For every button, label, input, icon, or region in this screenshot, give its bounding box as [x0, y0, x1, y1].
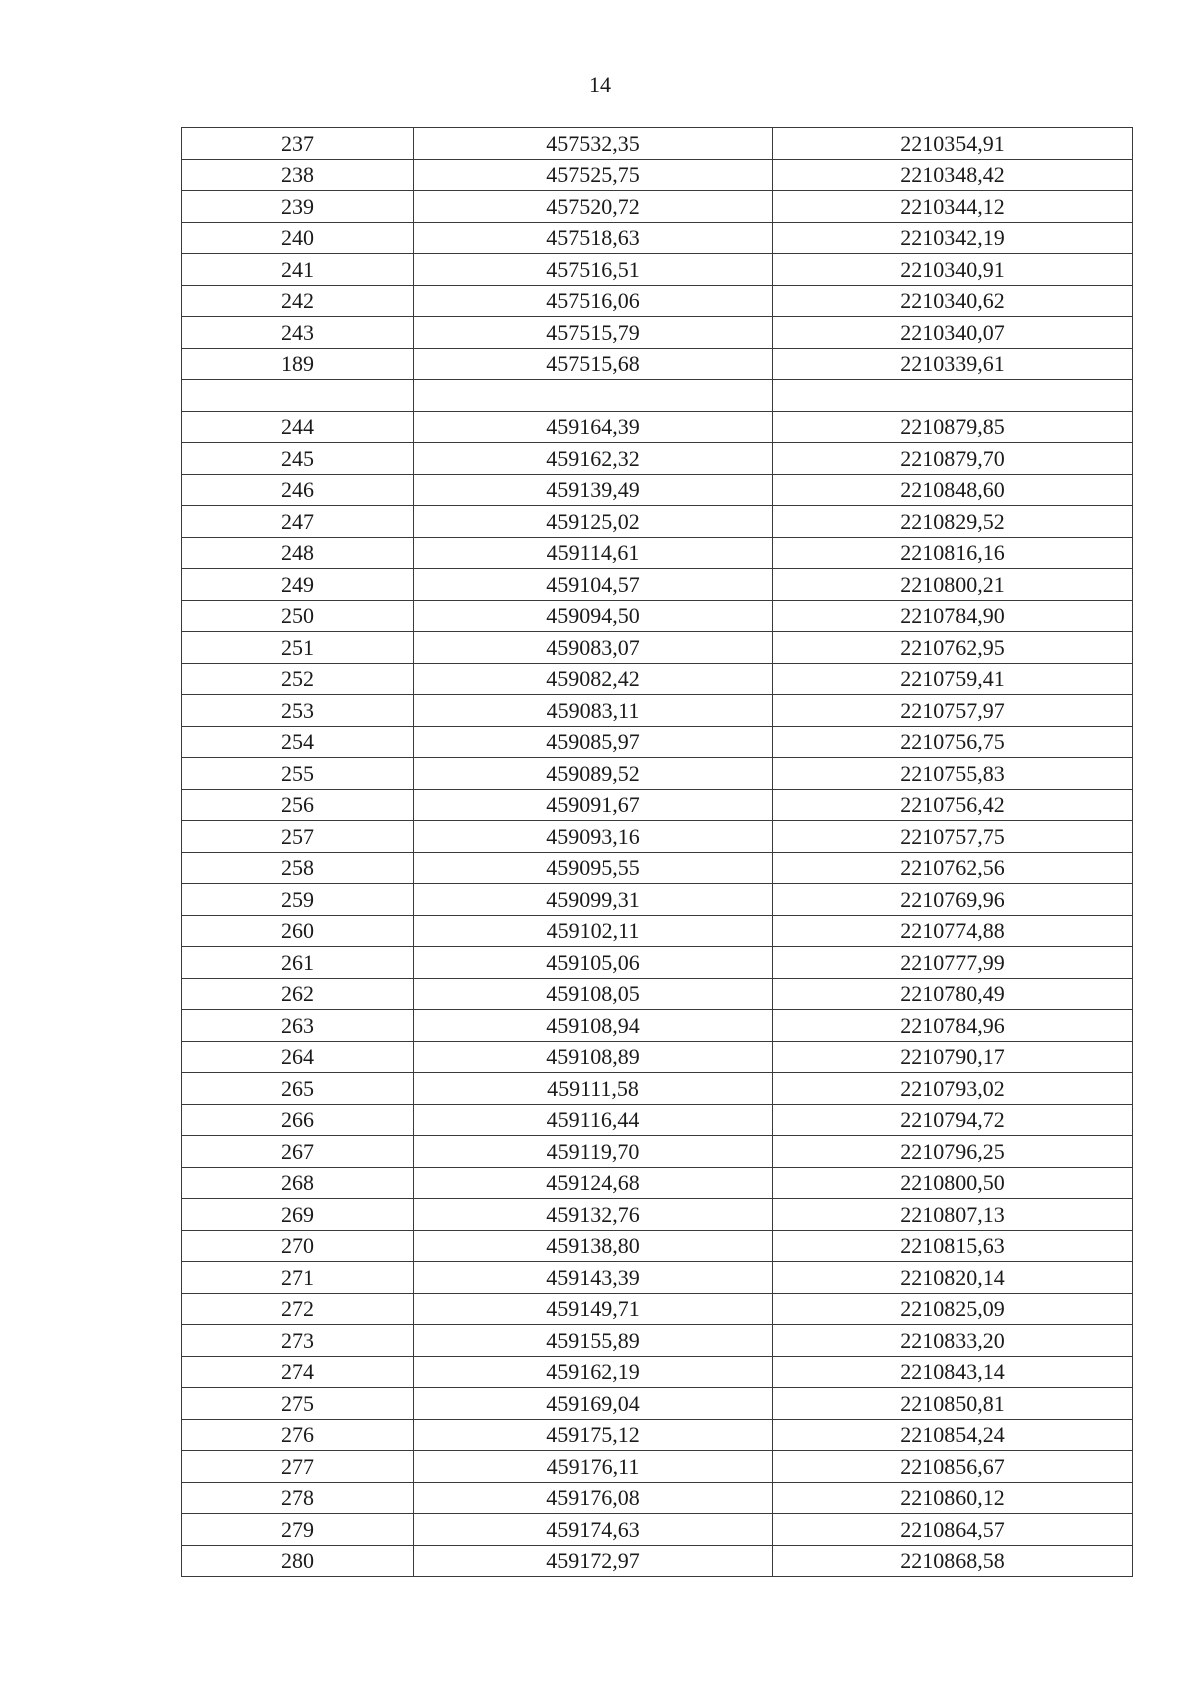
point-number-cell: 256	[182, 789, 414, 821]
point-number-cell: 276	[182, 1419, 414, 1451]
table-row	[182, 1073, 1133, 1105]
point-number-cell: 273	[182, 1325, 414, 1357]
point-number-cell: 260	[182, 915, 414, 947]
point-number-cell: 261	[182, 947, 414, 979]
x-coordinate-cell: 459149,71	[414, 1293, 773, 1325]
x-coordinate-cell: 459172,97	[414, 1545, 773, 1577]
point-number-cell: 252	[182, 663, 414, 695]
point-number-cell: 262	[182, 978, 414, 1010]
x-coordinate-cell: 459083,07	[414, 632, 773, 664]
table-row	[182, 411, 1133, 443]
point-number-cell: 257	[182, 821, 414, 853]
table-row	[182, 1356, 1133, 1388]
y-coordinate-cell: 2210800,50	[773, 1167, 1133, 1199]
x-coordinate-cell: 459119,70	[414, 1136, 773, 1168]
table-row	[182, 663, 1133, 695]
y-coordinate-cell: 2210757,97	[773, 695, 1133, 727]
y-coordinate-cell: 2210340,91	[773, 254, 1133, 286]
x-coordinate-cell: 459108,05	[414, 978, 773, 1010]
x-coordinate-cell: 459176,08	[414, 1482, 773, 1514]
point-number-cell: 247	[182, 506, 414, 538]
y-coordinate-cell: 2210864,57	[773, 1514, 1133, 1546]
y-coordinate-cell: 2210815,63	[773, 1230, 1133, 1262]
table-row	[182, 1451, 1133, 1483]
x-coordinate-cell: 459093,16	[414, 821, 773, 853]
x-coordinate-cell: 459139,49	[414, 474, 773, 506]
table-row	[182, 159, 1133, 191]
point-number-cell: 255	[182, 758, 414, 790]
point-number-cell: 189	[182, 348, 414, 380]
table-row	[182, 915, 1133, 947]
y-coordinate-cell: 2210757,75	[773, 821, 1133, 853]
y-coordinate-cell: 2210777,99	[773, 947, 1133, 979]
table-row	[182, 317, 1133, 349]
table-row	[182, 1010, 1133, 1042]
point-number-cell: 253	[182, 695, 414, 727]
y-coordinate-cell: 2210850,81	[773, 1388, 1133, 1420]
table-row	[182, 222, 1133, 254]
table-row	[182, 1325, 1133, 1357]
point-number-cell: 248	[182, 537, 414, 569]
y-coordinate-cell: 2210879,85	[773, 411, 1133, 443]
table-row	[182, 726, 1133, 758]
y-coordinate-cell: 2210856,67	[773, 1451, 1133, 1483]
y-coordinate-cell: 2210756,42	[773, 789, 1133, 821]
table-row	[182, 1262, 1133, 1294]
x-coordinate-cell: 459099,31	[414, 884, 773, 916]
y-coordinate-cell	[773, 380, 1133, 412]
point-number-cell: 269	[182, 1199, 414, 1231]
table-row	[182, 537, 1133, 569]
y-coordinate-cell: 2210843,14	[773, 1356, 1133, 1388]
x-coordinate-cell: 459116,44	[414, 1104, 773, 1136]
y-coordinate-cell: 2210342,19	[773, 222, 1133, 254]
table-row	[182, 128, 1133, 160]
x-coordinate-cell: 459111,58	[414, 1073, 773, 1105]
table-row	[182, 632, 1133, 664]
x-coordinate-cell: 459082,42	[414, 663, 773, 695]
x-coordinate-cell: 459105,06	[414, 947, 773, 979]
x-coordinate-cell: 457516,51	[414, 254, 773, 286]
x-coordinate-cell: 459169,04	[414, 1388, 773, 1420]
table-row	[182, 1104, 1133, 1136]
y-coordinate-cell: 2210807,13	[773, 1199, 1133, 1231]
point-number-cell: 270	[182, 1230, 414, 1262]
x-coordinate-cell: 459108,94	[414, 1010, 773, 1042]
x-coordinate-cell: 457516,06	[414, 285, 773, 317]
table-row	[182, 600, 1133, 632]
y-coordinate-cell: 2210848,60	[773, 474, 1133, 506]
table-row	[182, 1482, 1133, 1514]
y-coordinate-cell: 2210769,96	[773, 884, 1133, 916]
point-number-cell: 258	[182, 852, 414, 884]
y-coordinate-cell: 2210762,56	[773, 852, 1133, 884]
table-row	[182, 821, 1133, 853]
point-number-cell: 239	[182, 191, 414, 223]
point-number-cell: 237	[182, 128, 414, 160]
point-number-cell: 264	[182, 1041, 414, 1073]
point-number-cell: 271	[182, 1262, 414, 1294]
table-row	[182, 758, 1133, 790]
point-number-cell: 278	[182, 1482, 414, 1514]
y-coordinate-cell: 2210348,42	[773, 159, 1133, 191]
table-row	[182, 1293, 1133, 1325]
page-number: 14	[589, 72, 611, 97]
point-number-cell: 266	[182, 1104, 414, 1136]
point-number-cell: 280	[182, 1545, 414, 1577]
point-number-cell: 243	[182, 317, 414, 349]
point-number-cell: 279	[182, 1514, 414, 1546]
y-coordinate-cell: 2210796,25	[773, 1136, 1133, 1168]
x-coordinate-cell: 459108,89	[414, 1041, 773, 1073]
x-coordinate-cell: 459176,11	[414, 1451, 773, 1483]
point-number-cell: 259	[182, 884, 414, 916]
x-coordinate-cell: 459095,55	[414, 852, 773, 884]
y-coordinate-cell: 2210825,09	[773, 1293, 1133, 1325]
point-number-cell: 238	[182, 159, 414, 191]
table-row	[182, 348, 1133, 380]
y-coordinate-cell: 2210784,96	[773, 1010, 1133, 1042]
y-coordinate-cell: 2210756,75	[773, 726, 1133, 758]
y-coordinate-cell: 2210829,52	[773, 506, 1133, 538]
x-coordinate-cell: 459175,12	[414, 1419, 773, 1451]
table-row	[182, 947, 1133, 979]
x-coordinate-cell: 459138,80	[414, 1230, 773, 1262]
point-number-cell: 244	[182, 411, 414, 443]
table-row	[182, 1136, 1133, 1168]
x-coordinate-cell: 457518,63	[414, 222, 773, 254]
y-coordinate-cell: 2210344,12	[773, 191, 1133, 223]
x-coordinate-cell: 459083,11	[414, 695, 773, 727]
y-coordinate-cell: 2210780,49	[773, 978, 1133, 1010]
table-row	[182, 695, 1133, 727]
point-number-cell: 246	[182, 474, 414, 506]
point-number-cell: 263	[182, 1010, 414, 1042]
y-coordinate-cell: 2210339,61	[773, 348, 1133, 380]
y-coordinate-cell: 2210784,90	[773, 600, 1133, 632]
point-number-cell: 277	[182, 1451, 414, 1483]
point-number-cell: 242	[182, 285, 414, 317]
y-coordinate-cell: 2210774,88	[773, 915, 1133, 947]
y-coordinate-cell: 2210354,91	[773, 128, 1133, 160]
coordinates-table-body	[182, 128, 1133, 1577]
point-number-cell: 254	[182, 726, 414, 758]
x-coordinate-cell: 459085,97	[414, 726, 773, 758]
point-number-cell: 268	[182, 1167, 414, 1199]
point-number-cell: 265	[182, 1073, 414, 1105]
table-row	[182, 1167, 1133, 1199]
point-number-cell: 274	[182, 1356, 414, 1388]
table-row-separator	[182, 380, 1133, 412]
point-number-cell: 267	[182, 1136, 414, 1168]
y-coordinate-cell: 2210879,70	[773, 443, 1133, 475]
point-number-cell	[182, 380, 414, 412]
point-number-cell: 250	[182, 600, 414, 632]
y-coordinate-cell: 2210820,14	[773, 1262, 1133, 1294]
y-coordinate-cell: 2210794,72	[773, 1104, 1133, 1136]
x-coordinate-cell: 459162,32	[414, 443, 773, 475]
x-coordinate-cell: 459102,11	[414, 915, 773, 947]
point-number-cell: 275	[182, 1388, 414, 1420]
x-coordinate-cell: 459143,39	[414, 1262, 773, 1294]
x-coordinate-cell: 459089,52	[414, 758, 773, 790]
table-row	[182, 852, 1133, 884]
x-coordinate-cell: 459125,02	[414, 506, 773, 538]
y-coordinate-cell: 2210762,95	[773, 632, 1133, 664]
x-coordinate-cell: 457532,35	[414, 128, 773, 160]
x-coordinate-cell: 459124,68	[414, 1167, 773, 1199]
table-row	[182, 285, 1133, 317]
x-coordinate-cell: 457515,79	[414, 317, 773, 349]
y-coordinate-cell: 2210833,20	[773, 1325, 1133, 1357]
x-coordinate-cell: 459132,76	[414, 1199, 773, 1231]
x-coordinate-cell: 459094,50	[414, 600, 773, 632]
y-coordinate-cell: 2210860,12	[773, 1482, 1133, 1514]
x-coordinate-cell	[414, 380, 773, 412]
x-coordinate-cell: 459155,89	[414, 1325, 773, 1357]
x-coordinate-cell: 459174,63	[414, 1514, 773, 1546]
table-row	[182, 474, 1133, 506]
x-coordinate-cell: 457520,72	[414, 191, 773, 223]
y-coordinate-cell: 2210868,58	[773, 1545, 1133, 1577]
y-coordinate-cell: 2210854,24	[773, 1419, 1133, 1451]
point-number-cell: 245	[182, 443, 414, 475]
table-row	[182, 789, 1133, 821]
table-row	[182, 506, 1133, 538]
y-coordinate-cell: 2210790,17	[773, 1041, 1133, 1073]
coordinates-table	[181, 127, 1133, 1577]
table-row	[182, 1199, 1133, 1231]
y-coordinate-cell: 2210793,02	[773, 1073, 1133, 1105]
table-row	[182, 978, 1133, 1010]
table-row	[182, 191, 1133, 223]
table-row	[182, 1388, 1133, 1420]
table-row	[182, 254, 1133, 286]
point-number-cell: 251	[182, 632, 414, 664]
table-row	[182, 443, 1133, 475]
table-row	[182, 1041, 1133, 1073]
x-coordinate-cell: 459104,57	[414, 569, 773, 601]
table-row	[182, 1230, 1133, 1262]
y-coordinate-cell: 2210800,21	[773, 569, 1133, 601]
y-coordinate-cell: 2210759,41	[773, 663, 1133, 695]
x-coordinate-cell: 457525,75	[414, 159, 773, 191]
table-row	[182, 1419, 1133, 1451]
x-coordinate-cell: 459114,61	[414, 537, 773, 569]
table-row	[182, 1545, 1133, 1577]
y-coordinate-cell: 2210340,07	[773, 317, 1133, 349]
x-coordinate-cell: 457515,68	[414, 348, 773, 380]
table-row	[182, 1514, 1133, 1546]
y-coordinate-cell: 2210755,83	[773, 758, 1133, 790]
point-number-cell: 249	[182, 569, 414, 601]
table-row	[182, 884, 1133, 916]
y-coordinate-cell: 2210816,16	[773, 537, 1133, 569]
x-coordinate-cell: 459162,19	[414, 1356, 773, 1388]
x-coordinate-cell: 459164,39	[414, 411, 773, 443]
y-coordinate-cell: 2210340,62	[773, 285, 1133, 317]
point-number-cell: 240	[182, 222, 414, 254]
x-coordinate-cell: 459091,67	[414, 789, 773, 821]
point-number-cell: 272	[182, 1293, 414, 1325]
table-row	[182, 569, 1133, 601]
point-number-cell: 241	[182, 254, 414, 286]
